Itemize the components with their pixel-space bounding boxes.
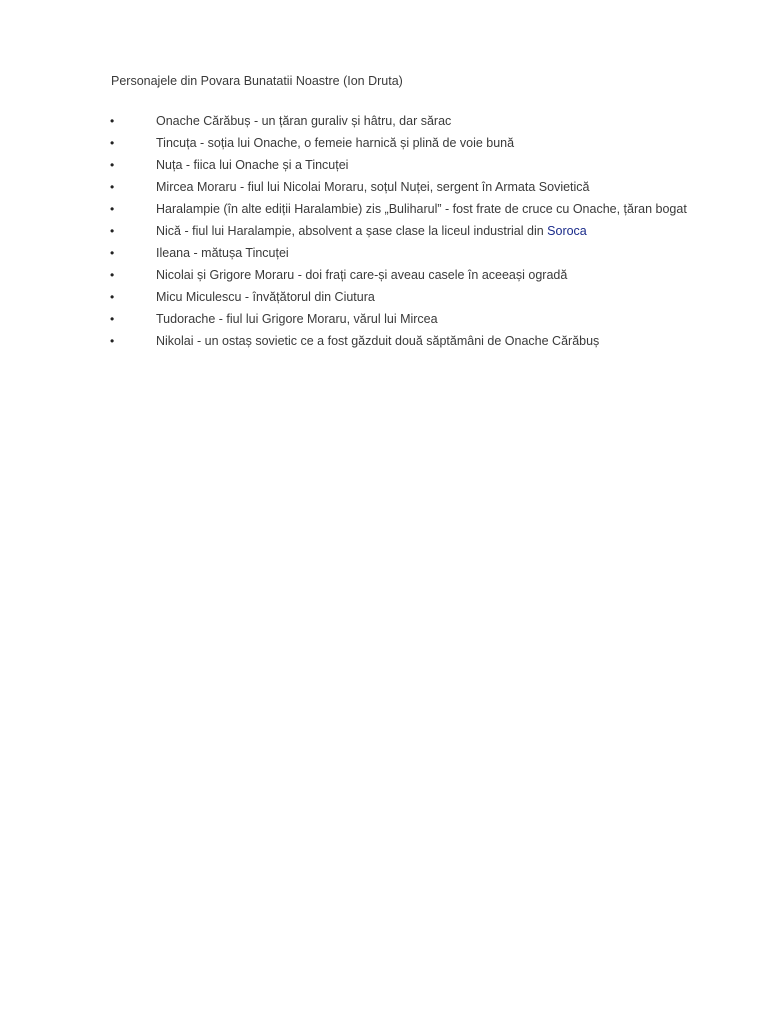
- list-item-text: Tincuța - soția lui Onache, o femeie harnică și plină de voie bună: [156, 136, 515, 150]
- list-item: [110, 154, 710, 176]
- document-title: Personajele din Povara Bunatatii Noastre (Ion Druta): [111, 74, 403, 88]
- list-item-text: Nicolai și Grigore Moraru - doi frați care-și aveau casele în aceeași ogradă: [156, 268, 568, 282]
- list-item-text: Mircea Moraru - fiul lui Nicolai Moraru, soțul Nuței, sergent în Armata Sovietică: [156, 180, 590, 194]
- bullet-icon: •: [110, 246, 115, 260]
- bullet-icon: •: [110, 312, 115, 326]
- list-item: [110, 110, 710, 132]
- bullet-icon: •: [110, 136, 115, 150]
- list-item-text: Onache Cărăbuș - un țăran guraliv și hâtru, dar sărac: [156, 114, 452, 128]
- list-item: [110, 264, 710, 286]
- list-item-text: Micu Miculescu - învățătorul din Ciutura: [156, 290, 375, 304]
- list-item-text: [110, 220, 710, 242]
- bullet-icon: •: [110, 180, 115, 194]
- list-item: [110, 242, 710, 264]
- bullet-icon: •: [110, 334, 115, 348]
- bullet-icon: •: [110, 158, 115, 172]
- bullet-icon: •: [110, 202, 115, 216]
- list-item: [110, 176, 710, 198]
- list-item: [110, 308, 710, 330]
- list-item: [110, 330, 710, 352]
- list-item-text: Ileana - mătușa Tincuței: [156, 246, 289, 260]
- list-item-text: Tudorache - fiul lui Grigore Moraru, vărul lui Mircea: [156, 312, 438, 326]
- bullet-icon: •: [110, 290, 115, 304]
- list-item-text: Haralampie (în alte ediții Haralambie) zis „Buliharul” - fost frate de cruce cu Onache, țăran bogat: [156, 202, 687, 216]
- list-item-text: Nuța - fiica lui Onache și a Tincuței: [156, 158, 349, 172]
- list-item: [110, 198, 710, 220]
- list-item: [110, 286, 710, 308]
- list-item: [110, 132, 710, 154]
- list-item: [110, 220, 710, 242]
- soroca-link[interactable]: Soroca: [547, 224, 587, 238]
- bullet-icon: •: [110, 268, 115, 282]
- list-item-label: Nică - fiul lui Haralampie, absolvent a șase clase la liceul industrial din: [156, 224, 548, 238]
- character-list: [110, 110, 710, 352]
- bullet-icon: •: [110, 224, 115, 238]
- bullet-icon: •: [110, 114, 115, 128]
- list-item-text: Nikolai - un ostaș sovietic ce a fost găzduit două săptămâni de Onache Cărăbuș: [156, 334, 600, 348]
